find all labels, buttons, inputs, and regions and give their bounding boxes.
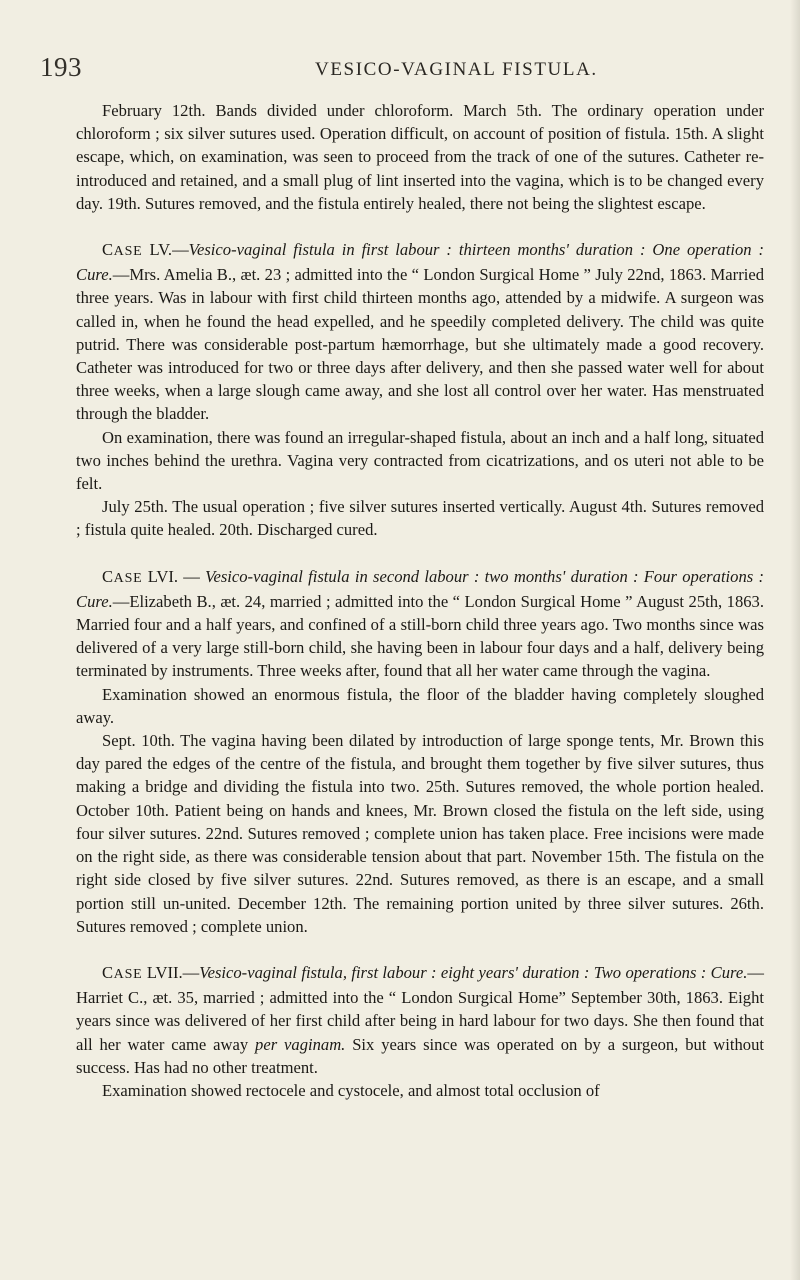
case-number: LVII.— [142,962,200,982]
page-edge-shadow [790,0,800,1280]
case-body-italic: per vaginam. [255,1034,346,1054]
case-number: LVI. — [142,566,206,586]
running-title: VESICO-VAGINAL FISTULA. [315,59,598,80]
case-56-examination: Examination showed an enormous fistula, the floor of the bladder having completely sloughed away. [76,684,764,727]
case-55-heading-paragraph [76,238,764,426]
case-title: Vesico-vaginal fistula, first labour : eight years' duration : Two operations : Cure. [199,962,748,982]
case-body: —Mrs. Amelia B., æt. 23 ; admitted into the “ London Surgical Home ” July 22nd, 1863. Married three years. Was in labour with first child thirteen months ago, attended by a midwife. A surgeon was called in, when he found the head expelled, and he speedily completed delivery. The child was quite putrid. There was considerable post-partum hæmorrhage, but she ultimately made a good recovery. Catheter was introduced for two or three days after delivery, and then she passed water well for about three weeks, when a large slough came away, and she lost all control over her water. Has menstruated through the bladder. [76,265,764,424]
case-label-initial: C [102,566,114,586]
case-label-initial: C [102,240,114,260]
body-text [76,99,764,1102]
case-55-examination: On examination, there was found an irregular-shaped fistula, about an inch and a half long, situated two inches behind the urethra. Vagina very contracted from cicatrizations, and os uteri not able to be felt. [76,427,764,494]
page-number: 193 [40,52,82,82]
case-57-examination: Examination showed rectocele and cystocele, and almost total occlusion of [102,1080,600,1100]
case-label-smallcaps: ASE [113,244,143,260]
case-body: —Elizabeth B., æt. 24, married ; admitted into the “ London Surgical Home ” August 25th, 1863. Married four and a half years, and confined of a still-born child three years ago. Two months since was delivered of a very large still-born child, she having been in labour four days and a half, delivery being terminated by instruments. Three weeks after, found that all her water came through the vagina. [76,591,764,681]
case-56-operation: Sept. 10th. The vagina having been dilated by introduction of large sponge tents, Mr. Brown this day pared the edges of the centre of the fistula, and brought them together by five silver sutures, thus making a bridge and dividing the fistula into two. 25th. Sutures removed, the whole portion healed. October 10th. Patient being on hands and knees, Mr. Brown closed the fistula on the left side, using four silver sutures. 22nd. Sutures removed ; complete union has taken place. Free incisions were made on the right side, as there was considerable tension about that part. November 15th. The fistula on the right side closed by five silver sutures. 22nd. Sutures removed, as there is an escape, and a small portion still un-united. December 12th. The remaining portion united by three silver sutures. 26th. Sutures removed ; complete union. [76,731,764,936]
case-title: Vesico-vaginal fistula in first labour : thirteen months' duration : One operation : Cure. [76,240,764,285]
case-label-smallcaps: ASE [113,966,143,982]
case-57-heading-paragraph [76,961,764,1079]
case-label-initial: C [102,962,114,982]
case-56-heading-paragraph [76,565,764,683]
case-title: Vesico-vaginal fistula in second labour : two months' duration : Four operations : Cure. [76,566,764,611]
running-head [40,52,760,84]
case-number: LV.— [142,240,189,260]
case-body: Six years since was operated on by a surgeon, but without success. Has had no other treatment. [76,1034,764,1077]
case-body: —Harriet C., æt. 35, married ; admitted into the “ London Surgical Home” September 30th, 1863. Eight years since was delivered of her first child after being in hard labour for two days. She then found that all her water came away [76,962,764,1054]
paragraph-continuation: February 12th. Bands divided under chloroform. March 5th. The ordinary operation under chloroform ; six silver sutures used. Operation difficult, on account of position of fistula. 15th. A slight escape, which, on examination, was seen to proceed from the track of one of the sutures. Catheter re-introduced and retained, and a small plug of lint inserted into the vagina, which is to be changed every day. 19th. Sutures removed, and the fistula entirely healed, there not being the slightest escape. [76,101,764,213]
case-55-operation: July 25th. The usual operation ; five silver sutures inserted vertically. August 4th. Sutures removed ; fistula quite healed. 20th. Discharged cured. [76,497,764,540]
case-label-smallcaps: ASE [113,570,143,586]
